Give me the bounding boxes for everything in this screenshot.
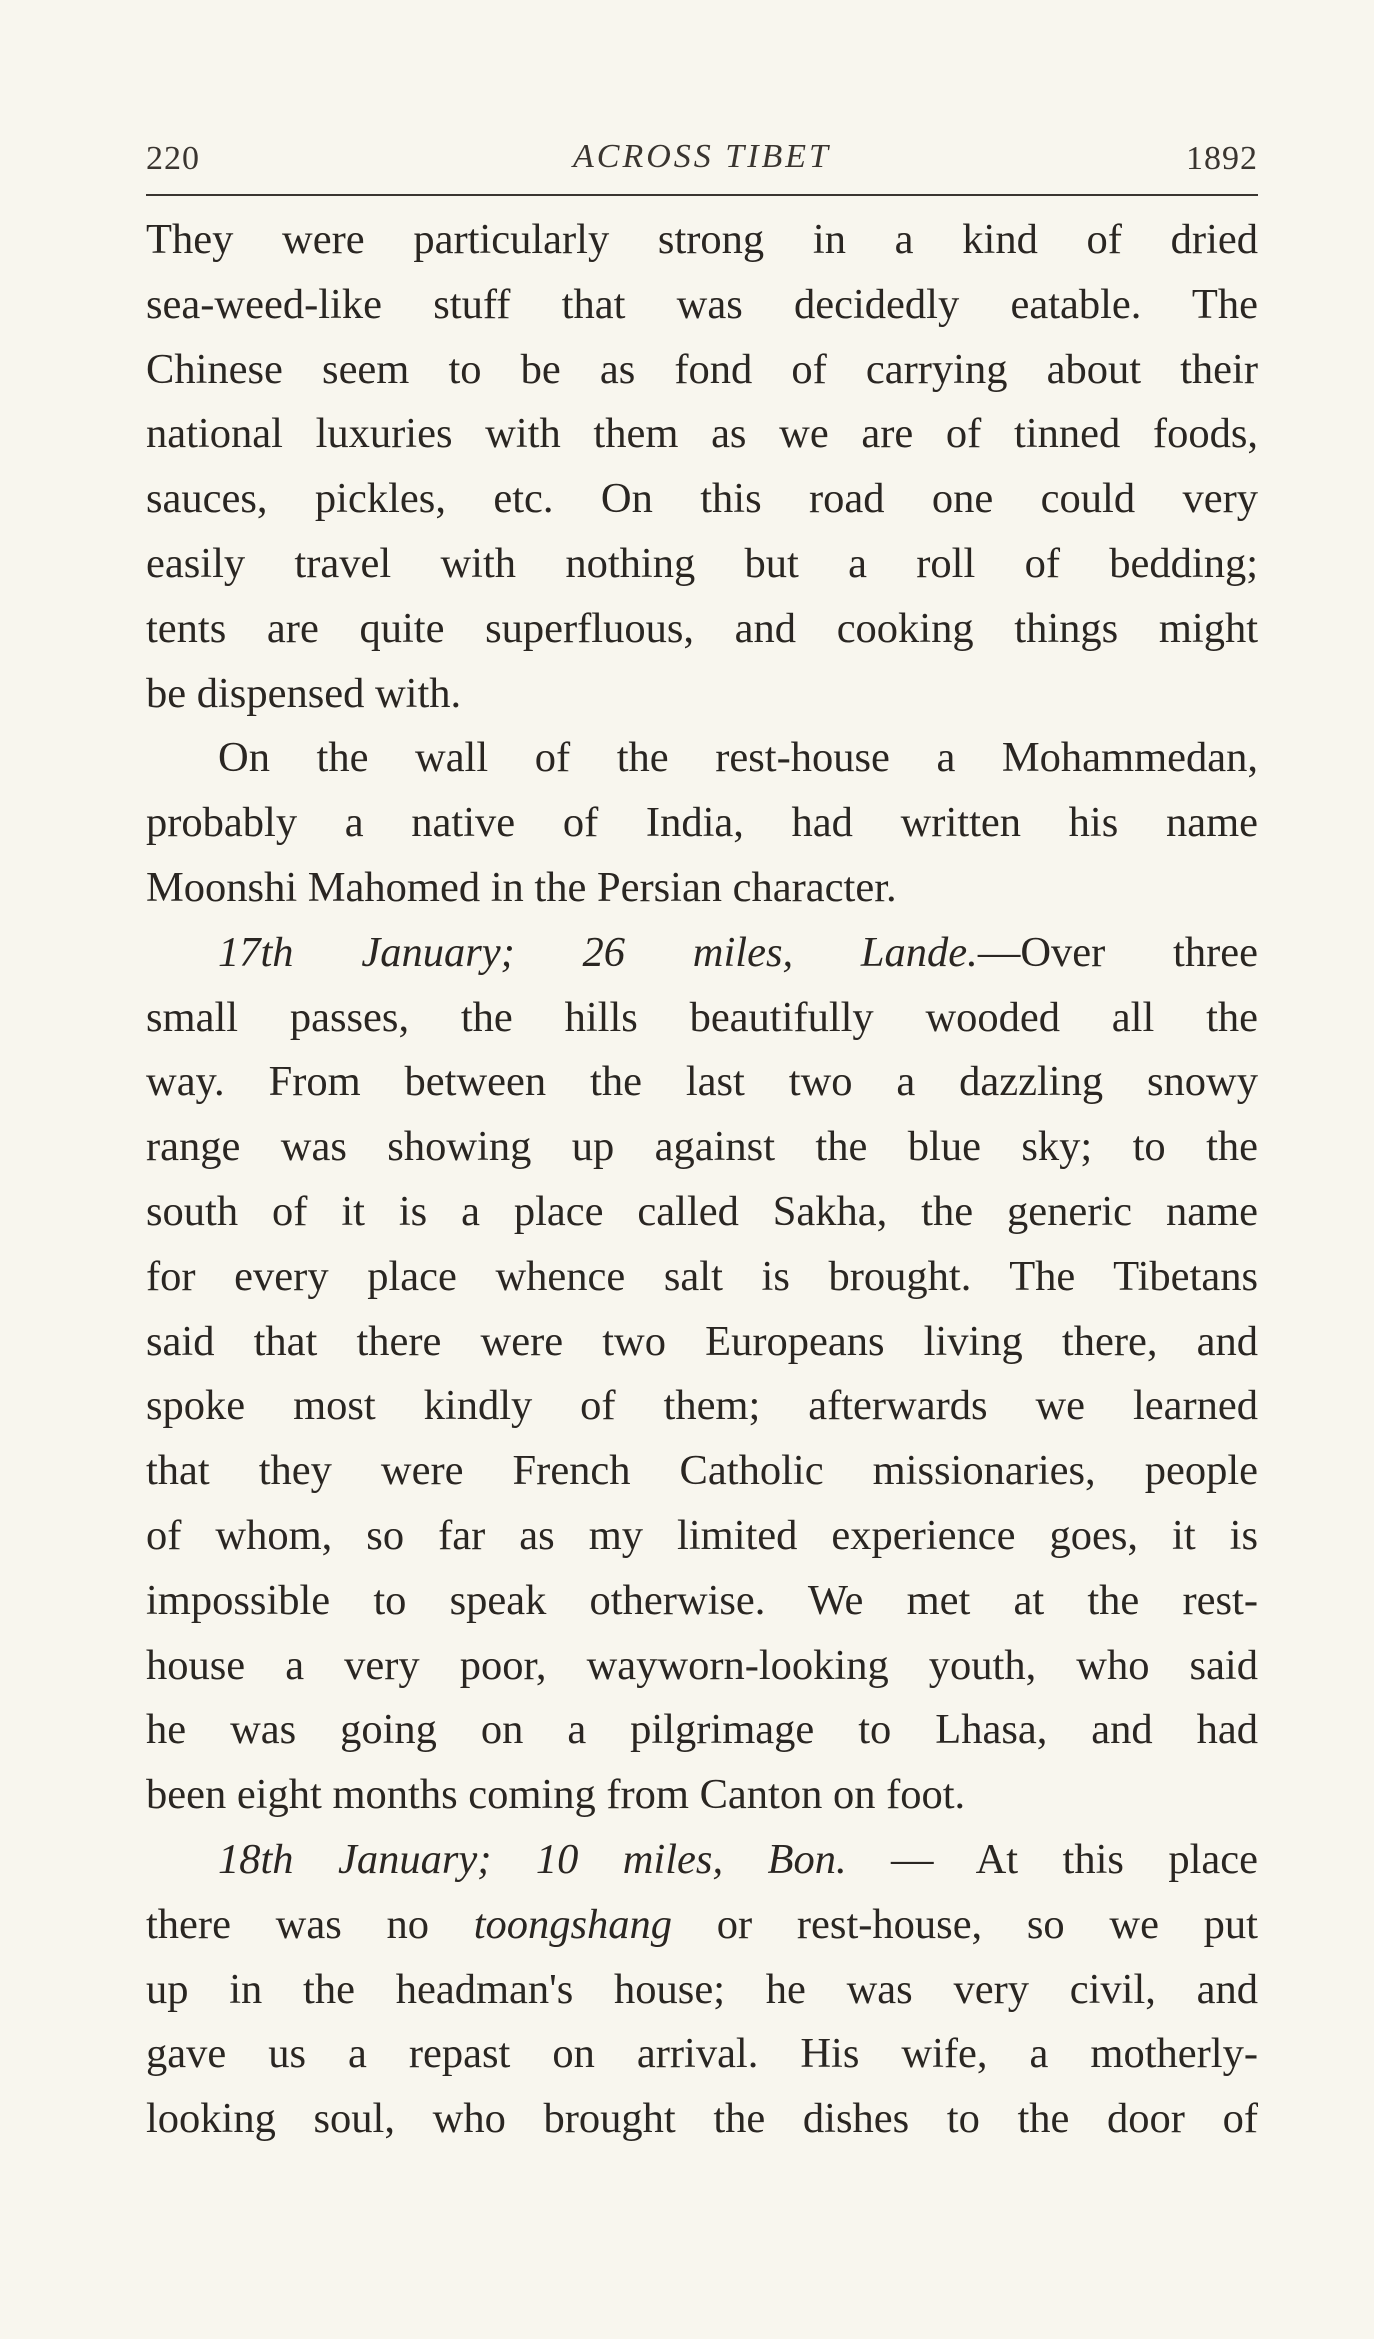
- text-line: impossible to speak otherwise. We met at the rest-: [146, 1576, 1258, 1624]
- text-line: way. From between the last two a dazzling snowy: [146, 1058, 1258, 1106]
- text-line: tents are quite superfluous, and cooking things might: [146, 604, 1258, 652]
- text-line: be dispensed with.: [146, 669, 462, 717]
- book-page: [146, 128, 1258, 2143]
- text-line: looking soul, who brought the dishes to the door of: [146, 2095, 1258, 2143]
- text-line: probably a native of India, had written his name: [146, 799, 1258, 847]
- running-head: [146, 128, 1258, 188]
- date-heading: 18th January; 10 miles, Bon.: [218, 1835, 847, 1883]
- text-line: spoke most kindly of them; afterwards we learned: [146, 1382, 1258, 1430]
- text-line: sea-weed-like stuff that was decidedly eatable. The: [146, 280, 1258, 328]
- text-line: Moonshi Mahomed in the Persian character.: [146, 863, 897, 911]
- text-line: easily travel with nothing but a roll of bedding;: [146, 539, 1258, 587]
- body-text: [146, 208, 1258, 2152]
- text-line: national luxuries with them as we are of tinned foods,: [146, 410, 1258, 458]
- text-line: They were particularly strong in a kind of dried: [146, 216, 1258, 263]
- text-line: there was no toongshang or rest-house, so we put: [146, 1900, 1258, 1948]
- text-line: 18th January; 10 miles, Bon. — At this place: [218, 1835, 1258, 1883]
- header-rule: [146, 194, 1258, 196]
- text-line: range was showing up against the blue sky; to the: [146, 1123, 1258, 1171]
- year: 1892: [1186, 140, 1258, 177]
- text-line: been eight months coming from Canton on foot.: [146, 1771, 966, 1819]
- text-line: house a very poor, wayworn-looking youth, who said: [146, 1641, 1258, 1689]
- text-line: of whom, so far as my limited experience goes, it is: [146, 1511, 1258, 1559]
- text-line: Chinese seem to be as fond of carrying about their: [146, 345, 1258, 393]
- text-line: gave us a repast on arrival. His wife, a motherly-: [146, 2030, 1258, 2078]
- text-line: up in the headman's house; he was very civil, and: [146, 1965, 1258, 2013]
- text-line: 17th January; 26 miles, Lande.—Over three: [218, 928, 1258, 976]
- running-title: ACROSS TIBET: [573, 138, 831, 175]
- text-line: that they were French Catholic missionaries, people: [146, 1447, 1258, 1495]
- text-line: said that there were two Europeans living there, and: [146, 1317, 1258, 1365]
- text-line: small passes, the hills beautifully wooded all the: [146, 993, 1258, 1041]
- text-line: south of it is a place called Sakha, the generic name: [146, 1187, 1258, 1235]
- italic-term: toongshang: [473, 1900, 673, 1948]
- text-line: for every place whence salt is brought. The Tibetans: [146, 1252, 1258, 1300]
- text-line: sauces, pickles, etc. On this road one could very: [146, 475, 1258, 523]
- date-heading: 17th January; 26 miles, Lande.: [218, 928, 978, 976]
- text-line: On the wall of the rest-house a Mohammedan,: [218, 734, 1258, 782]
- text-line: he was going on a pilgrimage to Lhasa, and had: [146, 1706, 1258, 1754]
- page-number: 220: [146, 140, 200, 177]
